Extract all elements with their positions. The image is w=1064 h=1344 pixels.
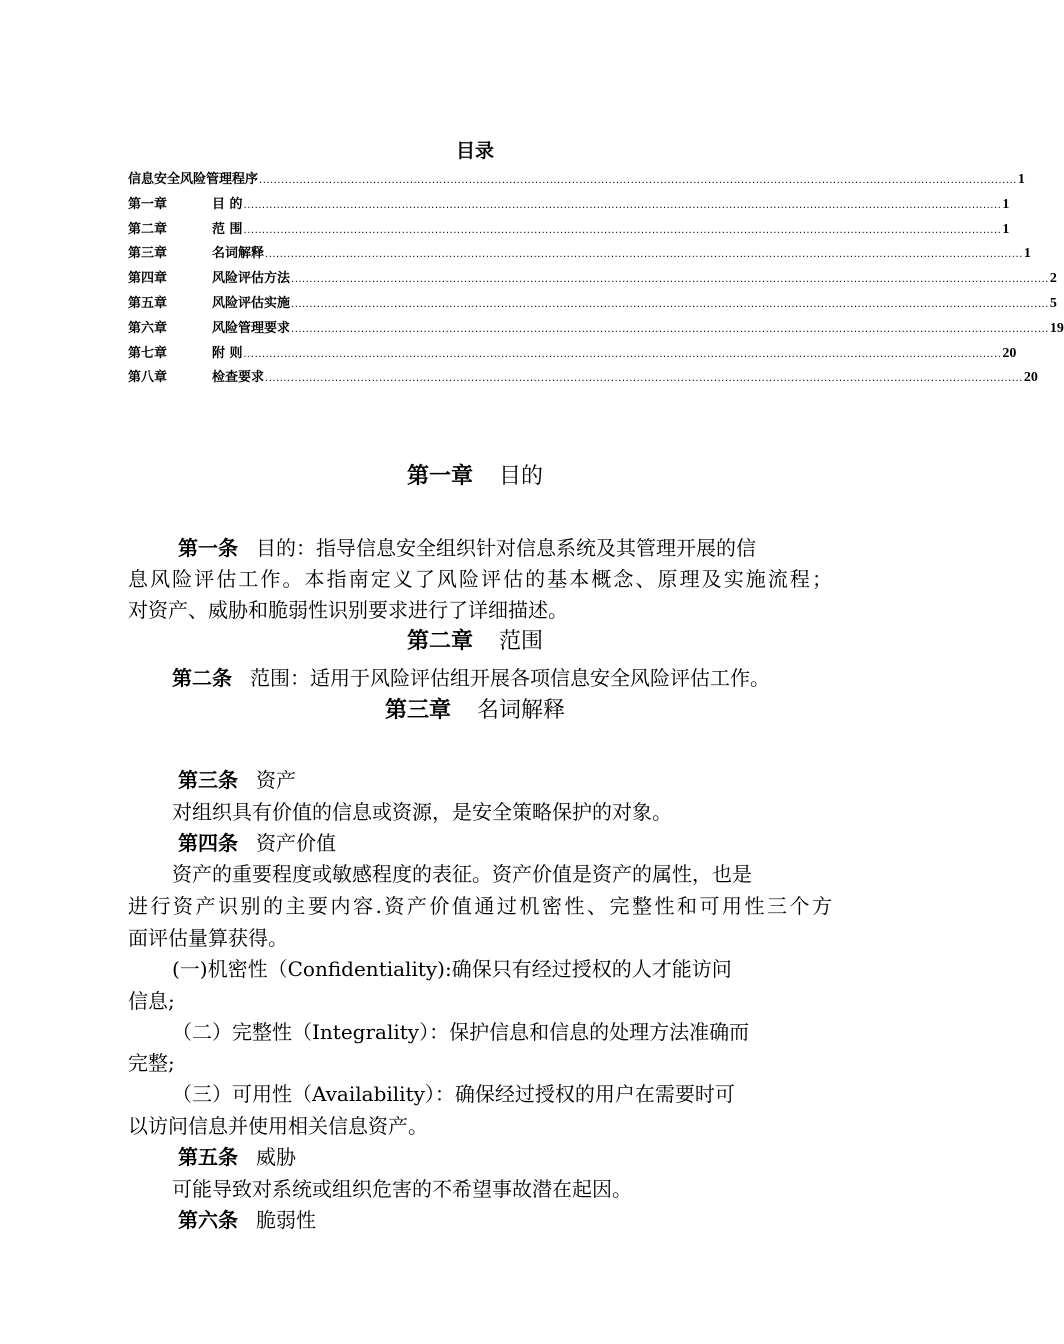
article-title: 资产 — [256, 768, 296, 792]
article-4-line: 面评估量算获得。 — [128, 926, 288, 950]
article-1-line: 对资产、威胁和脆弱性识别要求进行了详细描述。 — [128, 598, 568, 622]
toc-entry[interactable] — [128, 342, 1017, 367]
toc-leader-dots: .............................................................................................................................................................................................................. — [259, 175, 1017, 186]
toc-chapter-number: 第三章 — [128, 246, 168, 262]
article-3-text: 对组织具有价值的信息或资源，是安全策略保护的对象。 — [172, 800, 672, 824]
toc-entry[interactable] — [128, 267, 1057, 292]
article-label: 第六条 — [178, 1208, 238, 1232]
toc-leader-dots: .............................................................................................................................................................................................................. — [291, 298, 1049, 310]
toc-entry-text: 目 的 — [212, 196, 243, 212]
article-label: 第二条 — [172, 666, 232, 690]
toc-entry[interactable] — [128, 193, 1010, 218]
toc-entry[interactable] — [128, 242, 1031, 267]
toc-entry[interactable] — [128, 292, 1057, 317]
chapter-3-heading — [0, 695, 950, 727]
article-text: 范围：适用于风险评估组开展各项信息安全风险评估工作。 — [250, 666, 770, 690]
article-4-item-line: (一)机密性（Confidentiality):确保只有经过授权的人才能访问 — [172, 957, 732, 981]
article-4-item-line: （三）可用性（Availability）：确保经过授权的用户在需要时可 — [172, 1082, 735, 1106]
article-4-line: 进行资产识别的主要内容.资产价值通过机密性、完整性和可用性三个方 — [128, 894, 832, 918]
toc-leader-dots: .............................................................................................................................................................................................................. — [243, 199, 1002, 211]
article-5-text: 可能导致对系统或组织危害的不希望事故潜在起因。 — [172, 1177, 632, 1201]
article-4-item-line: 信息; — [128, 989, 175, 1013]
article-2-line — [172, 662, 832, 694]
toc-page-number: 1 — [1023, 246, 1031, 262]
article-title: 威胁 — [256, 1145, 296, 1169]
toc-page-number: 1 — [1017, 172, 1025, 187]
toc-entry[interactable] — [128, 317, 1064, 342]
article-4-item-line: 以访问信息并使用相关信息资产。 — [128, 1114, 428, 1138]
toc-entry-text: 风险评估方法 — [212, 271, 291, 287]
toc-chapter-number: 第七章 — [128, 345, 168, 361]
toc-chapter-number: 第四章 — [128, 271, 168, 287]
toc-chapter-number: 第二章 — [128, 221, 168, 237]
table-of-contents — [128, 168, 1064, 391]
article-title: 脆弱性 — [256, 1208, 316, 1232]
chapter-number: 第三章 — [384, 698, 451, 723]
toc-leader-dots: .............................................................................................................................................................................................................. — [291, 323, 1049, 335]
chapter-number: 第一章 — [406, 464, 473, 489]
toc-entry[interactable] — [128, 168, 1025, 193]
toc-chapter-number: 第八章 — [128, 370, 168, 386]
toc-entry-text: 风险评估实施 — [212, 295, 291, 311]
toc-entry-text: 风险管理要求 — [212, 320, 291, 336]
chapter-name: 范围 — [499, 629, 544, 654]
chapter-name: 目的 — [499, 464, 544, 489]
toc-entry[interactable] — [128, 366, 1038, 391]
article-label: 第一条 — [178, 536, 238, 560]
article-label: 第五条 — [178, 1145, 238, 1169]
article-1-line: 息风险评估工作。本指南定义了风险评估的基本概念、原理及实施流程； — [128, 567, 832, 591]
article-label: 第四条 — [178, 831, 238, 855]
article-4-line: 资产的重要程度或敏感程度的表征。资产价值是资产的属性，也是 — [172, 862, 752, 886]
article-3-heading — [178, 764, 882, 796]
chapter-number: 第二章 — [406, 629, 473, 654]
article-4-heading — [178, 827, 882, 859]
toc-entry[interactable] — [128, 218, 1010, 243]
toc-page-number: 19 — [1049, 320, 1064, 336]
toc-entry-text: 信息安全风险管理程序 — [128, 172, 259, 187]
toc-chapter-number: 第六章 — [128, 320, 168, 336]
toc-page-number: 5 — [1049, 295, 1057, 311]
toc-entry-text: 附 则 — [212, 345, 243, 361]
toc-page-number: 2 — [1049, 271, 1057, 287]
toc-leader-dots: .............................................................................................................................................................................................................. — [243, 348, 1002, 360]
toc-page-number: 1 — [1002, 196, 1010, 212]
toc-leader-dots: .............................................................................................................................................................................................................. — [265, 373, 1023, 385]
article-5-heading — [178, 1141, 882, 1173]
article-title: 资产价值 — [256, 831, 336, 855]
chapter-2-heading — [0, 626, 950, 658]
article-text: 目的：指导信息安全组织针对信息系统及其管理开展的信 — [256, 536, 756, 560]
toc-entry-text: 检查要求 — [212, 370, 265, 386]
toc-leader-dots: .............................................................................................................................................................................................................. — [291, 274, 1049, 286]
toc-title: 目录 — [455, 140, 494, 162]
chapter-name: 名词解释 — [477, 698, 566, 723]
toc-page-number: 20 — [1023, 370, 1038, 386]
toc-entry-text: 范 围 — [212, 221, 243, 237]
toc-page-number: 20 — [1002, 345, 1017, 361]
article-4-item-line: （二）完整性（Integrality）：保护信息和信息的处理方法准确而 — [172, 1020, 750, 1044]
article-4-item-line: 完整; — [128, 1051, 175, 1075]
article-6-heading — [178, 1204, 882, 1236]
toc-page-number: 1 — [1002, 221, 1010, 237]
article-1-line — [178, 532, 832, 564]
toc-chapter-number: 第五章 — [128, 295, 168, 311]
chapter-1-heading — [0, 461, 950, 493]
article-label: 第三条 — [178, 768, 238, 792]
toc-entry-text: 名词解释 — [212, 246, 265, 262]
toc-chapter-number: 第一章 — [128, 196, 168, 212]
toc-leader-dots: .............................................................................................................................................................................................................. — [243, 224, 1002, 236]
toc-leader-dots: .............................................................................................................................................................................................................. — [265, 249, 1023, 261]
